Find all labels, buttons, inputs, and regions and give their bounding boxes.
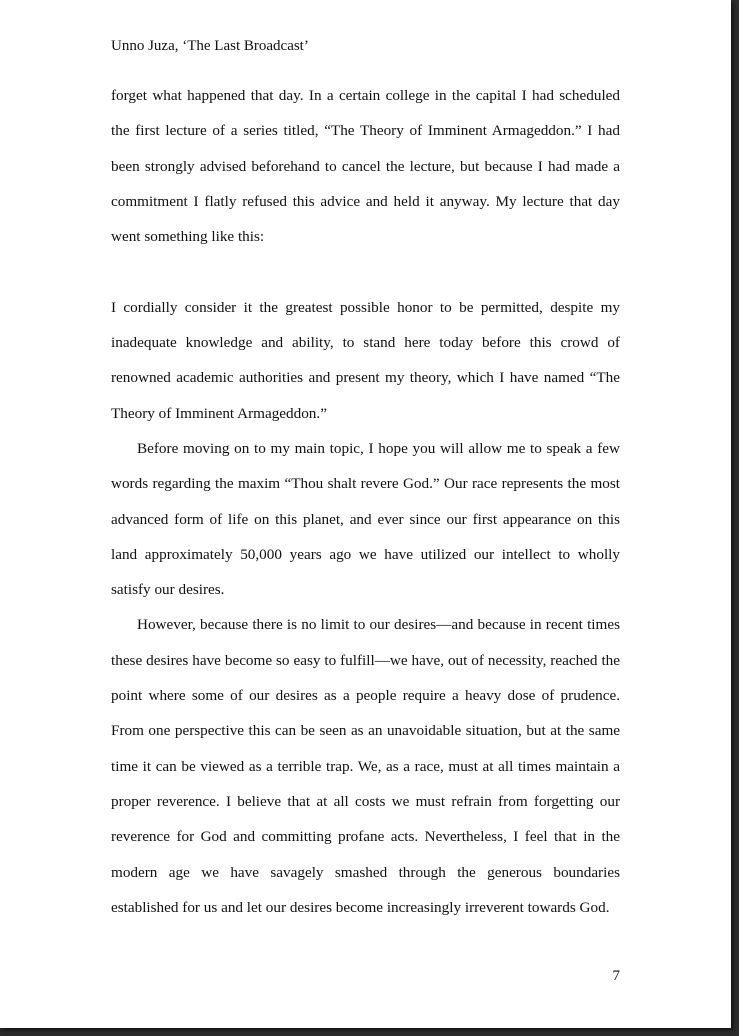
paragraph-narrative: forget what happened that day. In a certain college in the capital I had scheduled the first lecture of a series titled, “The Theory of Imminent Armageddon.” I had been strongly advised beforehand to cancel the lecture, but because I had made a commitment I flatly refused this advice and held it anyway. My lecture that day went something like this:: [111, 87, 620, 246]
paragraph-lecture-opening: I cordially consider it the greatest possible honor to be permitted, despite my inadequate knowledge and ability, to stand here today before this crowd of renowned academic authorities and present my theory, which I have named “The Theory of Imminent Armageddon.”: [111, 298, 620, 422]
paragraph-desires: However, because there is no limit to our desires—and because in recent times these desires have become so easy to fulfill—we have, out of necessity, reached the point where some of our desires as a people require a heavy dose of prudence. From one perspective this can be seen as an unavoidable situation, but at the same time it can be viewed as a terrible trap. We, as a race, must at all times maintain a proper reverence. I believe that at all costs we must refrain from forgetting our reverence for God and committing profane acts. Nevertheless, I feel that in the modern age we have savagely smashed through the generous boundaries established for us and let our desires become increasingly irreverent towards God.: [111, 616, 620, 916]
paragraph-maxim: Before moving on to my main topic, I hope you will allow me to speak a few words regarding the maxim “Thou shalt revere God.” Our race represents the most advanced form of life on this planet, and ever since our first appearance on this land approximately 50,000 years ago we have utilized our intellect to wholly satisfy our desires.: [111, 439, 620, 599]
page-body: [111, 78, 620, 925]
running-header: Unno Juza, ‘The Last Broadcast’: [111, 38, 309, 54]
page-number: 7: [612, 968, 620, 984]
